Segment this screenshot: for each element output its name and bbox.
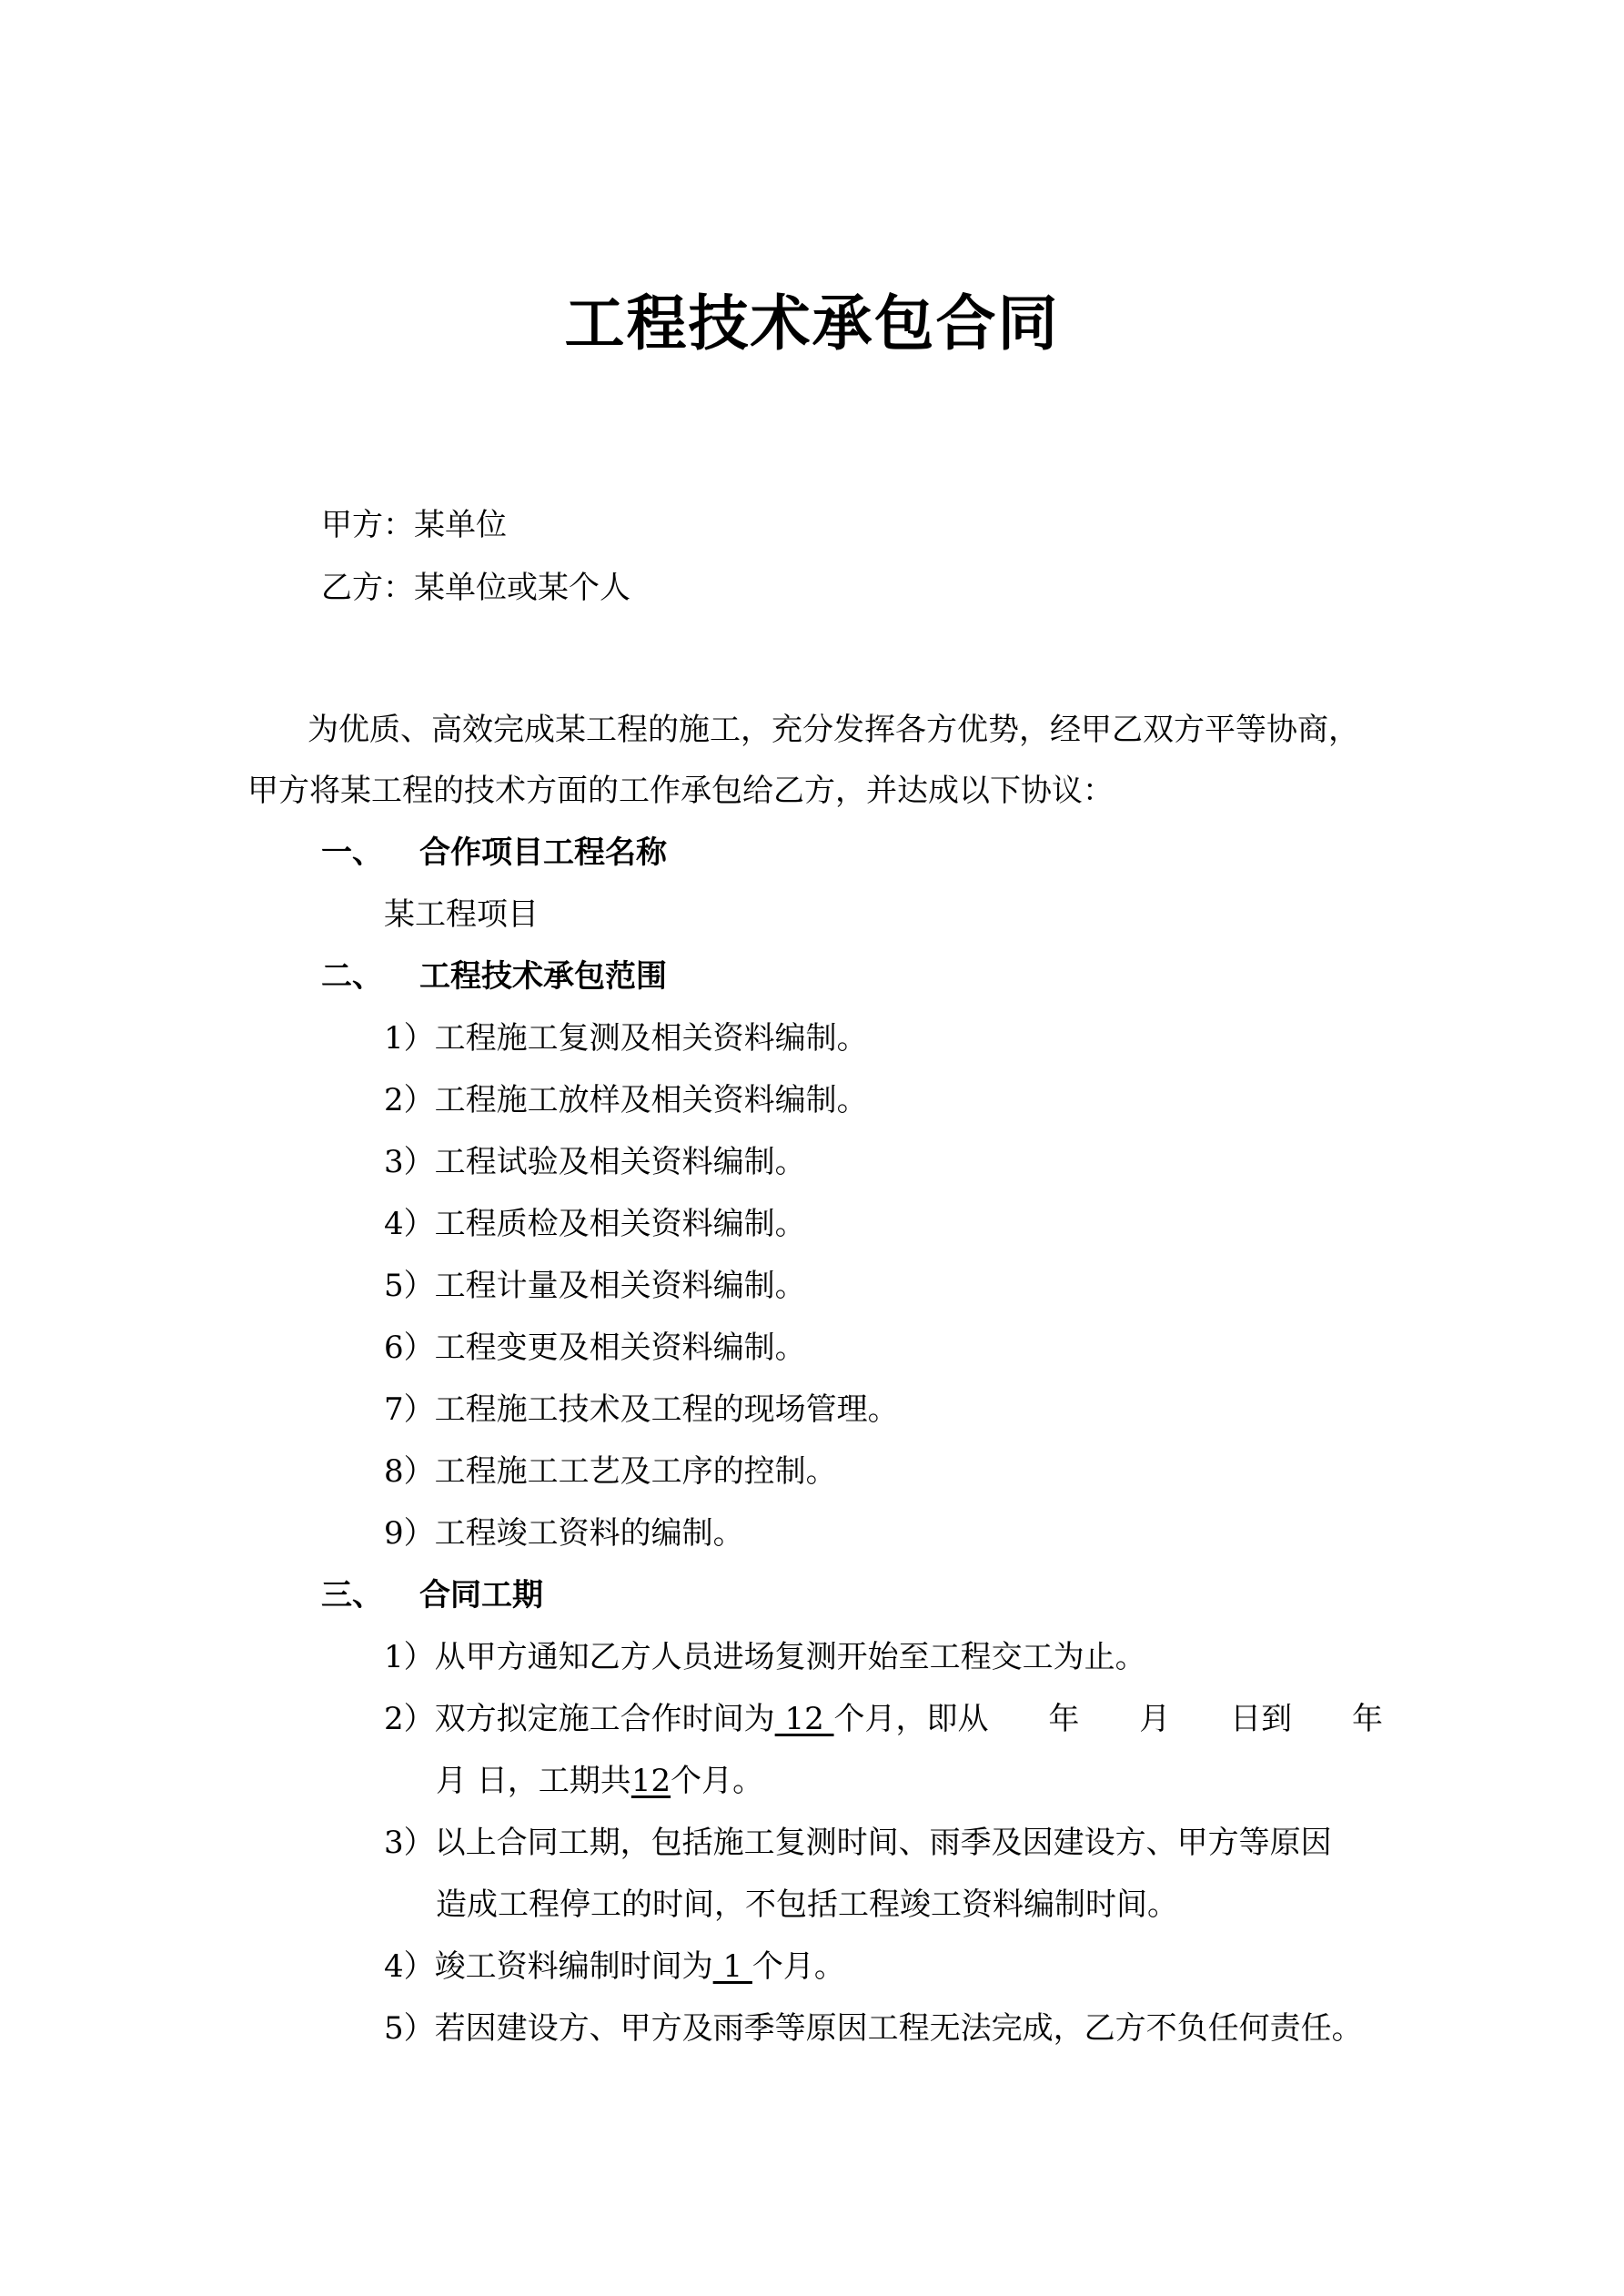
scope-item-3: 3）工程试验及相关资料编制。 (384, 1144, 806, 1180)
scope-item-7: 7）工程施工技术及工程的现场管理。 (384, 1391, 899, 1428)
end-year: 年 (1351, 1701, 1383, 1737)
term-item-2-line-1 (384, 1697, 1383, 1741)
section-3-heading (321, 1573, 543, 1617)
end-month: 月 (436, 1763, 467, 1799)
section-2-heading (321, 955, 667, 998)
term-item-3-line-2: 造成工程停工的时间，不包括工程竣工资料编制时间。 (436, 1886, 1178, 1923)
scope-item-1: 1）工程施工复测及相关资料编制。 (384, 1020, 868, 1057)
compile-duration-value: 1 (712, 1948, 752, 1985)
document-title: 工程技术承包合同 (564, 288, 1060, 359)
party-a: 甲方：某单位 (321, 507, 507, 543)
intro-line-2: 甲方将某工程的技术方面的工作承包给乙方，并达成以下协议： (247, 773, 1114, 809)
intro-line-1: 为优质、高效完成某工程的施工，充分发挥各方优势，经甲乙双方平等协商， (308, 712, 1359, 748)
scope-item-2: 2）工程施工放样及相关资料编制。 (384, 1082, 868, 1118)
scope-item-5: 5）工程计量及相关资料编制。 (384, 1268, 806, 1304)
section-1-number: 一、 (321, 834, 383, 871)
section-1-heading (321, 831, 667, 875)
term-item-5: 5）若因建设方、甲方及雨季等原因工程无法完成，乙方不负任何责任。 (384, 2010, 1363, 2047)
scope-item-8: 8）工程施工工艺及工序的控制。 (384, 1453, 837, 1490)
party-b: 乙方：某单位或某个人 (321, 570, 630, 606)
term-item-1: 1）从甲方通知乙方人员进场复测开始至工程交工为止。 (384, 1639, 1146, 1675)
total-duration-value: 12 (630, 1763, 671, 1799)
duration-value: 12 (774, 1701, 834, 1737)
term-item-4: 4）竣工资料编制时间为 1 个月。 (384, 1948, 845, 1985)
scope-item-4: 4）工程质检及相关资料编制。 (384, 1206, 806, 1242)
section-2-number: 二、 (321, 958, 383, 995)
section-2-title: 工程技术承包范围 (419, 958, 667, 995)
start-month: 月 (1139, 1701, 1171, 1737)
end-day: 日，工期共 (476, 1763, 631, 1799)
section-1-title: 合作项目工程名称 (419, 834, 667, 871)
start-day: 日到 (1230, 1701, 1293, 1737)
section-3-number: 三、 (321, 1577, 383, 1613)
term-item-2-line-2: 月 日，工期共12个月。 (436, 1763, 764, 1799)
scope-item-6: 6）工程变更及相关资料编制。 (384, 1330, 806, 1366)
start-year: 年 (1048, 1701, 1080, 1737)
scope-item-9: 9）工程竣工资料的编制。 (384, 1515, 744, 1552)
section-1-content: 某工程项目 (384, 896, 539, 933)
section-3-title: 合同工期 (419, 1577, 543, 1613)
term-item-3-line-1: 3）以上合同工期，包括施工复测时间、雨季及因建设方、甲方等原因 (384, 1825, 1332, 1861)
term-item-2-text: 2）双方拟定施工合作时间为 12 个月，即从 (384, 1701, 989, 1737)
